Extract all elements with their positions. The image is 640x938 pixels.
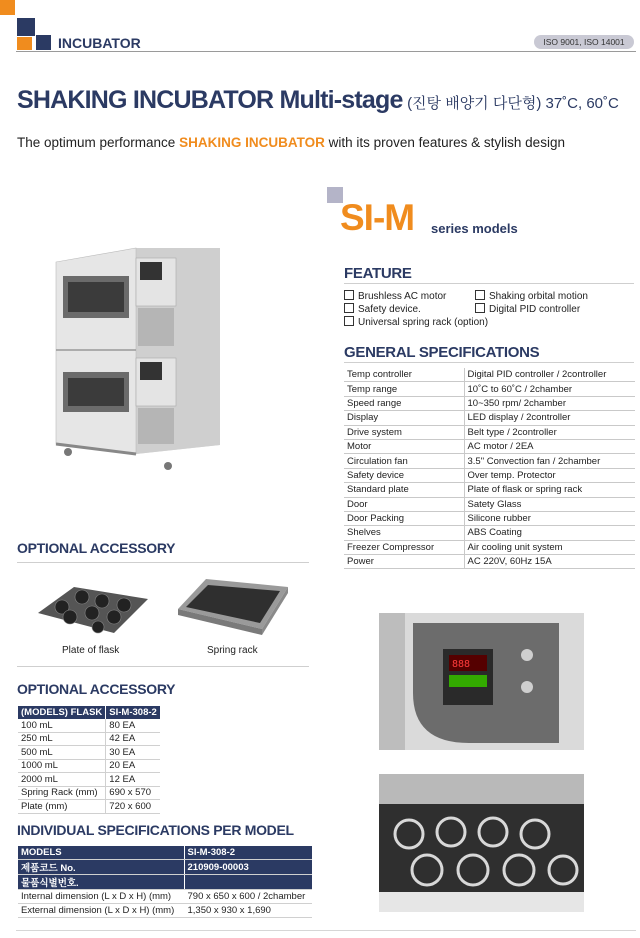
feature-item	[344, 303, 421, 315]
logo-square-navy-icon	[17, 18, 35, 36]
table-cell: LED display / 2controller	[464, 411, 635, 425]
table-cell: 10~350 rpm/ 2chamber	[464, 396, 635, 410]
table-row	[344, 511, 635, 525]
feature-item	[475, 303, 580, 315]
checkbox-icon	[475, 290, 485, 300]
table-cell: 제품코드 No.	[18, 860, 184, 875]
table-cell: MODELS	[18, 846, 184, 860]
table-cell: Over temp. Protector	[464, 468, 635, 482]
category-label: INCUBATOR	[58, 35, 141, 51]
table-cell: Drive system	[344, 425, 464, 439]
general-specs-table	[344, 368, 635, 569]
table-cell: AC motor / 2EA	[464, 439, 635, 453]
iso-badge: ISO 9001, ISO 14001	[534, 35, 634, 49]
table-row	[18, 746, 160, 760]
table-row	[344, 396, 635, 410]
tagline-highlight: SHAKING INCUBATOR	[179, 135, 325, 150]
table-header-row	[18, 706, 160, 719]
accessory-table	[18, 706, 160, 814]
feature-item	[344, 316, 488, 328]
table-row	[18, 875, 312, 890]
feature-label: Safety device.	[358, 304, 421, 315]
table-cell	[184, 875, 312, 890]
checkbox-icon	[344, 316, 354, 326]
checkbox-icon	[344, 303, 354, 313]
table-row	[18, 773, 160, 787]
feature-title: FEATURE	[344, 265, 412, 282]
table-cell: 1000 mL	[18, 759, 106, 773]
table-row	[18, 860, 312, 875]
table-cell: 250 mL	[18, 732, 106, 746]
table-cell: SI-M-308-2	[184, 846, 312, 860]
table-cell: Shelves	[344, 526, 464, 540]
table-cell: 500 mL	[18, 746, 106, 760]
optional-accessory-title: OPTIONAL ACCESSORY	[17, 540, 176, 556]
logo-square-blank	[36, 18, 53, 35]
svg-text:888: 888	[452, 659, 471, 670]
feature-label: Universal spring rack (option)	[358, 317, 489, 328]
table-cell: Plate (mm)	[18, 800, 106, 814]
corner-square-icon	[0, 0, 15, 15]
accessory-divider-2	[17, 666, 309, 667]
feature-item	[475, 290, 588, 302]
table-cell: Silicone rubber	[464, 511, 635, 525]
table-cell: 3.5" Convection fan / 2chamber	[464, 454, 635, 468]
table-row	[18, 846, 312, 860]
table-cell: (MODELS) FLASK	[18, 706, 106, 719]
table-cell: External dimension (L x D x H) (mm)	[18, 904, 184, 918]
tagline-after: with its proven features & stylish design	[324, 135, 565, 150]
table-cell: 690 x 570	[106, 786, 160, 800]
table-cell: 10˚C to 60˚C / 2chamber	[464, 382, 635, 396]
table-row	[344, 497, 635, 511]
table-row	[344, 425, 635, 439]
plate-of-flask-image	[34, 573, 150, 639]
feature-label: Digital PID controller	[489, 304, 581, 315]
table-cell: Air cooling unit system	[464, 540, 635, 554]
table-cell: Temp range	[344, 382, 464, 396]
table-cell: Power	[344, 555, 464, 569]
table-row	[344, 411, 635, 425]
table-cell: Digital PID controller / 2controller	[464, 368, 635, 382]
table-cell: 720 x 600	[106, 800, 160, 814]
series-model: SI-M	[340, 197, 415, 238]
series-label: series models	[431, 221, 518, 236]
table-cell: AC 220V, 60Hz 15A	[464, 555, 635, 569]
header-divider	[16, 51, 636, 52]
footer-divider	[16, 930, 636, 931]
table-row	[344, 526, 635, 540]
table-cell: ABS Coating	[464, 526, 635, 540]
table-cell: Plate of flask or spring rack	[464, 483, 635, 497]
feature-label: Shaking orbital motion	[489, 291, 588, 302]
table-cell: Belt type / 2controller	[464, 425, 635, 439]
table-cell: Door	[344, 497, 464, 511]
table-row	[18, 732, 160, 746]
table-cell: 210909-00003	[184, 860, 312, 875]
table-row	[18, 890, 312, 904]
table-cell: 790 x 650 x 600 / 2chamber	[184, 890, 312, 904]
table-row	[344, 555, 635, 569]
table-cell: Satety Glass	[464, 497, 635, 511]
feature-divider	[344, 283, 634, 284]
tagline	[17, 135, 565, 150]
table-cell: 30 EA	[106, 746, 160, 760]
table-cell: Freezer Compressor	[344, 540, 464, 554]
title-main: SHAKING INCUBATOR Multi-stage	[17, 86, 403, 114]
table-row	[344, 468, 635, 482]
page-title	[17, 86, 619, 115]
logo-square-navy2-icon	[36, 35, 51, 50]
table-cell: 20 EA	[106, 759, 160, 773]
table-row	[344, 382, 635, 396]
table-row	[18, 786, 160, 800]
table-cell: SI-M-308-2	[106, 706, 160, 719]
feature-item	[344, 290, 446, 302]
individual-specs-table	[18, 846, 312, 918]
chamber-interior-photo	[379, 774, 584, 912]
table-row	[344, 540, 635, 554]
table-cell: Circulation fan	[344, 454, 464, 468]
spring-rack-caption: Spring rack	[207, 645, 258, 656]
table-row	[18, 719, 160, 732]
table-cell: Temp controller	[344, 368, 464, 382]
table-cell: 12 EA	[106, 773, 160, 787]
feature-label: Brushless AC motor	[358, 291, 447, 302]
spring-rack-image	[176, 573, 290, 637]
title-sub: (진탕 배양기 다단형) 37˚C, 60˚C	[407, 95, 619, 112]
table-cell: Door Packing	[344, 511, 464, 525]
table-row	[18, 759, 160, 773]
table-cell: Standard plate	[344, 483, 464, 497]
individual-specs-title: INDIVIDUAL SPECIFICATIONS PER MODEL	[17, 822, 294, 838]
logo-square-orange-icon	[17, 37, 32, 50]
checkbox-icon	[475, 303, 485, 313]
incubator-product-image	[48, 240, 228, 476]
tagline-before: The optimum performance	[17, 135, 180, 150]
table-cell: Motor	[344, 439, 464, 453]
table-row	[344, 454, 635, 468]
table-row	[344, 439, 635, 453]
table-row	[344, 483, 635, 497]
optional-accessory-title-2: OPTIONAL ACCESSORY	[17, 681, 176, 697]
table-cell: 1,350 x 930 x 1,690	[184, 904, 312, 918]
table-row	[18, 800, 160, 814]
table-cell: 100 mL	[18, 719, 106, 732]
table-cell: Spring Rack (mm)	[18, 786, 106, 800]
specs-divider	[344, 362, 634, 363]
table-cell: 물품식별번호.	[18, 875, 184, 890]
table-cell: Safety device	[344, 468, 464, 482]
table-cell: 42 EA	[106, 732, 160, 746]
general-specs-title: GENERAL SPECIFICATIONS	[344, 344, 540, 361]
checkbox-icon	[344, 290, 354, 300]
table-row	[344, 368, 635, 382]
table-row	[18, 904, 312, 918]
control-panel-photo	[379, 613, 584, 750]
plate-of-flask-caption: Plate of flask	[62, 645, 120, 656]
table-cell: Display	[344, 411, 464, 425]
table-cell: Internal dimension (L x D x H) (mm)	[18, 890, 184, 904]
table-cell: Speed range	[344, 396, 464, 410]
table-cell: 2000 mL	[18, 773, 106, 787]
accessory-divider	[17, 562, 309, 563]
table-cell: 80 EA	[106, 719, 160, 732]
